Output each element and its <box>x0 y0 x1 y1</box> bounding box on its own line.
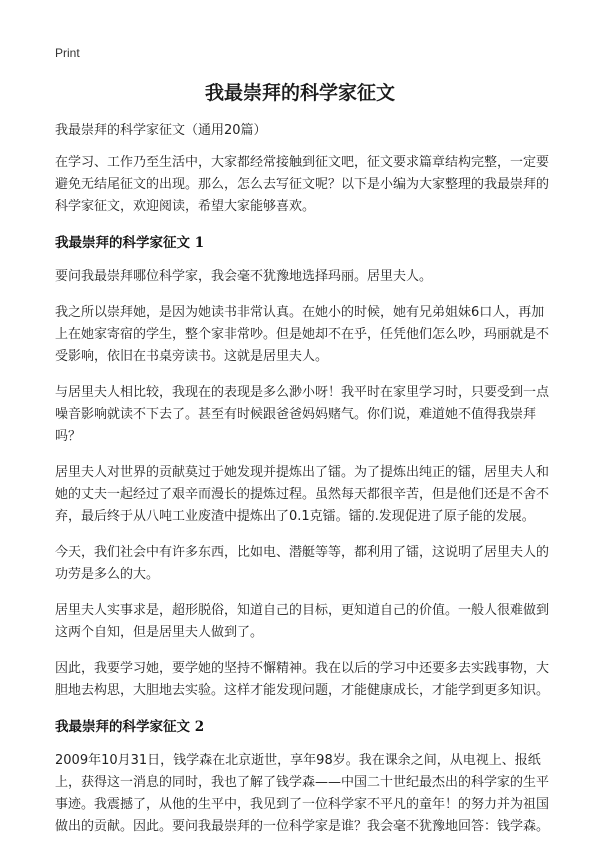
paragraph: 要问我最崇拜哪位科学家，我会毫不犹豫地选择玛丽。居里夫人。 <box>55 269 433 284</box>
paragraph: 今天，我们社会中有许多东西，比如电、潜艇等等，都利用了镭，这说明了居里夫人的功劳是多么的大。 <box>55 545 550 582</box>
paragraph: 因此，我要学习她，要学她的坚持不懈精神。我在以后的学习中还要多去实践事物，大胆地去构思，大胆地去实验。这样才能发现问题，才能健康成长，才能学到更多知识。 <box>55 661 550 698</box>
section-heading: 我最崇拜的科学家征文 2 <box>55 719 205 735</box>
paragraph: 居里夫人实事求是，超形脱俗，知道自己的目标，更知道自己的价值。一般人很难做到这两个自知，但是居里夫人做到了。 <box>55 603 550 640</box>
page-title: 我最崇拜的科学家征文 <box>204 82 395 104</box>
article-body <box>55 120 550 852</box>
intro-paragraph: 在学习、工作乃至生活中，大家都经常接触到征文吧，征文要求篇章结构完整，一定要避免无结尾征文的出现。那么，怎么去写征文呢？以下是小编为大家整理的我最崇拜的科学家征文，欢迎阅读，希望大家能够喜欢。 <box>55 155 550 214</box>
article-subtitle: 我最崇拜的科学家征文（通用20篇） <box>55 123 267 138</box>
paragraph: 居里夫人对世界的贡献莫过于她发现并提炼出了镭。为了提炼出纯正的镭，居里夫人和她的丈夫一起经过了艰辛而漫长的提炼过程。虽然每天都很辛苦，但是他们还是不舍不弃，最后终于从八吨工业废渣中提炼出了0.1克镭。镭的.发现促进了原子能的发展。 <box>55 465 550 524</box>
print-link[interactable]: Print <box>55 46 80 60</box>
paragraph: 与居里夫人相比较，我现在的表现是多么渺小呀！我平时在家里学习时，只要受到一点噪音影响就读不下去了。甚至有时候跟爸爸妈妈赌气。你们说，难道她不值得我崇拜吗？ <box>55 385 550 444</box>
paragraph: 2009年10月31日，钱学森在北京逝世，享年98岁。我在课余之间，从电视上、报纸上，获得这一消息的同时，我也了解了钱学森——中国二十世纪最杰出的科学家的生平事迹。我震撼了，从他的生平中，我见到了一位科学家不平凡的童年！的努力并为祖国做出的贡献。因此。要问我最崇拜的一位科学家是谁？我会毫不犹豫地回答：钱学森。 <box>55 753 550 834</box>
paragraph: 我之所以崇拜她，是因为她读书非常认真。在她小的时候，她有兄弟姐妹6口人，再加上在她家寄宿的学生，整个家非常吵。但是她却不在乎，任凭他们怎么吵，玛丽就是不受影响，依旧在书桌旁读书。这就是居里夫人。 <box>55 305 550 364</box>
section-heading: 我最崇拜的科学家征文 1 <box>55 235 205 251</box>
